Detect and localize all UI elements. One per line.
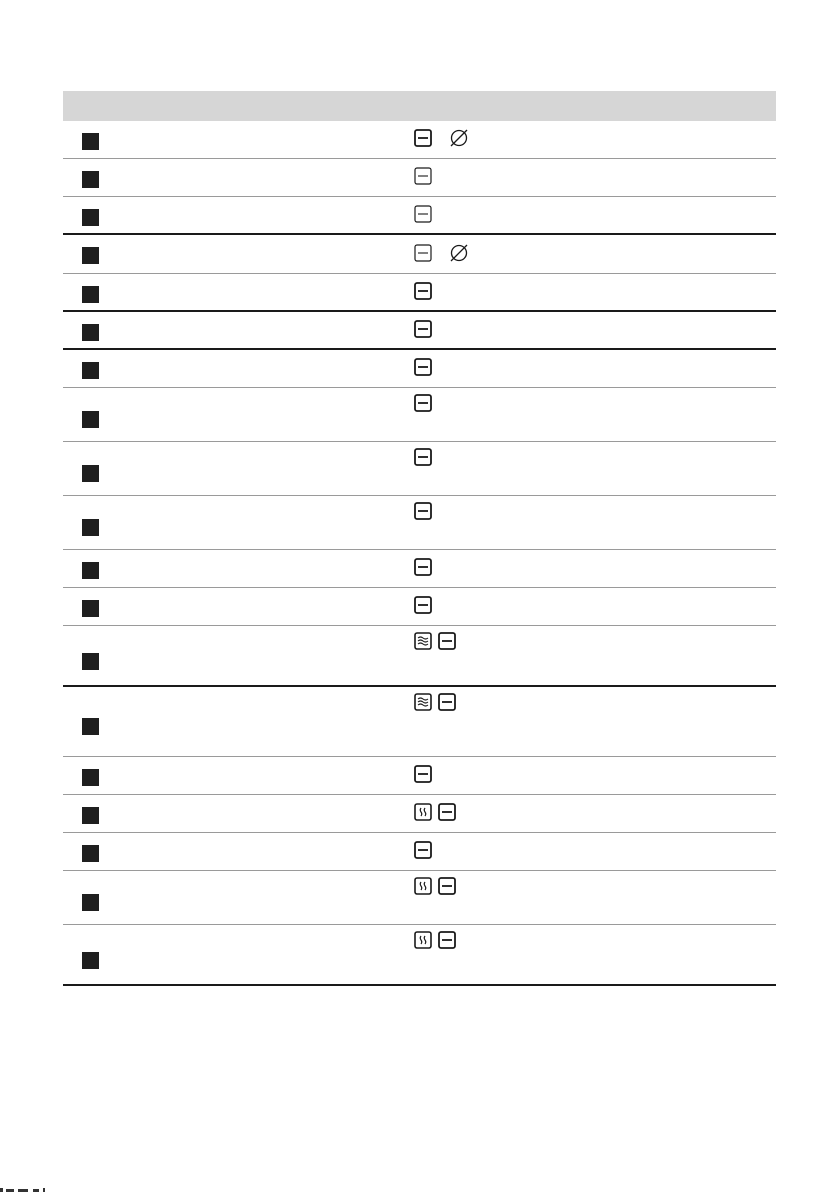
table-row — [63, 312, 776, 350]
row-marker — [82, 845, 99, 862]
row-icons — [414, 169, 432, 187]
row-marker — [82, 807, 99, 824]
oven-element-light-icon — [414, 244, 432, 267]
oven-element-light-icon — [414, 167, 432, 190]
table-row — [63, 442, 776, 496]
row-marker — [82, 465, 99, 482]
row-icons — [414, 843, 432, 861]
table-row — [63, 197, 776, 235]
oven-element-icon — [414, 596, 432, 619]
row-icons — [414, 396, 432, 414]
oven-element-icon — [414, 502, 432, 525]
page-edge-marks — [0, 1186, 60, 1192]
row-marker — [82, 894, 99, 911]
row-marker — [82, 519, 99, 536]
row-icons — [414, 805, 456, 823]
row-marker — [82, 653, 99, 670]
oven-element-icon — [414, 394, 432, 417]
row-icons — [414, 504, 432, 522]
row-marker — [82, 718, 99, 735]
row-icons — [414, 450, 432, 468]
row-marker — [82, 324, 99, 341]
steam-icon — [414, 693, 432, 716]
heat-waves-icon — [414, 931, 432, 954]
row-icons — [414, 207, 432, 225]
oven-element-icon — [438, 931, 456, 954]
row-marker — [82, 247, 99, 264]
oven-element-light-icon — [414, 205, 432, 228]
table-row — [63, 159, 776, 197]
table-row — [63, 588, 776, 626]
table-row — [63, 496, 776, 550]
oven-element-icon — [414, 320, 432, 343]
oven-element-icon — [438, 803, 456, 826]
oven-element-icon — [414, 765, 432, 788]
row-icons — [414, 246, 470, 264]
table-row — [63, 235, 776, 274]
table-row — [63, 626, 776, 687]
oven-element-icon — [414, 448, 432, 471]
row-icons — [414, 879, 456, 897]
row-icons — [414, 560, 432, 578]
table-header — [63, 91, 776, 121]
oven-element-icon — [414, 129, 432, 152]
off-symbol-icon — [448, 127, 470, 154]
row-marker — [82, 411, 99, 428]
table-row — [63, 687, 776, 757]
table-row — [63, 925, 776, 986]
oven-element-icon — [414, 841, 432, 864]
settings-table — [63, 121, 776, 986]
row-icons — [414, 284, 432, 302]
heat-waves-icon — [414, 877, 432, 900]
row-icons — [414, 933, 456, 951]
steam-icon — [414, 632, 432, 655]
row-marker — [82, 133, 99, 150]
oven-element-icon — [414, 558, 432, 581]
oven-element-icon — [414, 358, 432, 381]
table-row — [63, 550, 776, 588]
row-marker — [82, 171, 99, 188]
table-row — [63, 274, 776, 312]
row-icons — [414, 131, 470, 149]
row-icons — [414, 695, 456, 713]
row-icons — [414, 360, 432, 378]
oven-element-icon — [438, 693, 456, 716]
table-row — [63, 833, 776, 871]
table-row — [63, 350, 776, 388]
oven-element-icon — [438, 632, 456, 655]
table-row — [63, 871, 776, 925]
row-icons — [414, 767, 432, 785]
table-row — [63, 795, 776, 833]
table-row — [63, 388, 776, 442]
row-marker — [82, 562, 99, 579]
row-icons — [414, 322, 432, 340]
table-row — [63, 757, 776, 795]
row-marker — [82, 600, 99, 617]
row-icons — [414, 634, 456, 652]
row-icons — [414, 598, 432, 616]
row-marker — [82, 769, 99, 786]
row-marker — [82, 952, 99, 969]
oven-element-icon — [414, 282, 432, 305]
off-symbol-icon — [448, 242, 470, 269]
row-marker — [82, 209, 99, 226]
heat-waves-icon — [414, 803, 432, 826]
row-marker — [82, 362, 99, 379]
table-row — [63, 121, 776, 159]
oven-element-icon — [438, 877, 456, 900]
row-marker — [82, 286, 99, 303]
